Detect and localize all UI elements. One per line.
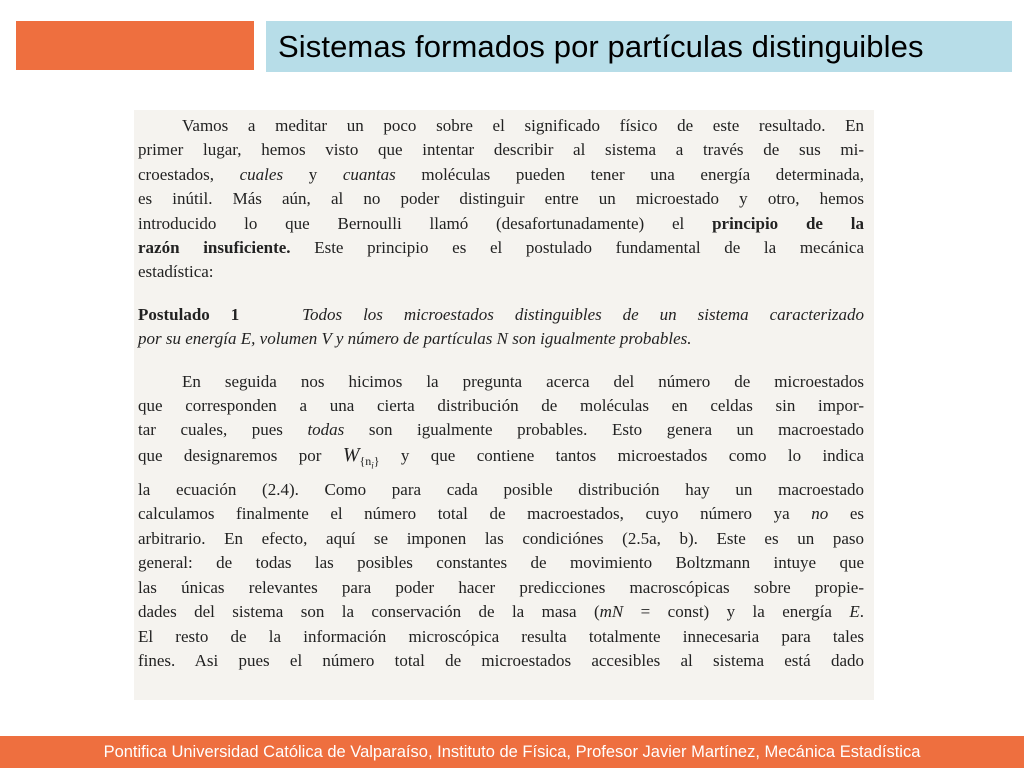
scanned-text-image <box>134 110 874 700</box>
text-span: y que contiene tantos microestados como lo indica <box>379 445 864 465</box>
text-span: croestados, <box>138 164 240 184</box>
text-line <box>138 163 864 187</box>
accent-block <box>16 21 254 70</box>
italic-span: todas <box>307 420 345 440</box>
paragraph-1 <box>138 114 864 285</box>
footer-bar <box>0 736 1024 768</box>
text-line: es inútil. Más aún, al no poder distinguir entre un microestado y otro, hemos <box>138 189 864 209</box>
text-line: estadística: <box>138 262 214 282</box>
postulate-text: por su energía E, volumen V y número de partículas N son igualmente probables. <box>138 329 692 349</box>
math-symbol: W <box>342 443 360 466</box>
text-line <box>138 502 864 526</box>
postulate-label: Postulado 1 <box>138 304 240 324</box>
text-line <box>138 303 864 327</box>
text-line <box>138 443 864 478</box>
italic-span: cuales <box>239 164 284 184</box>
italic-span: cuantas <box>342 164 396 184</box>
text-span: dades del sistema son la conservación de la masa ( <box>138 602 600 622</box>
text-span: introducido lo que Bernoulli llamó (desafortunadamente) el <box>138 213 713 233</box>
slide-title: Sistemas formados por partículas distinguibles <box>278 28 924 64</box>
math-subscript: i <box>371 460 374 471</box>
text-line: general: de todas las posibles constantes de movimiento Boltzmann intuye que <box>138 553 864 573</box>
footer-text: Pontifica Universidad Católica de Valparaíso, Instituto de Física, Profesor Javier Martínez, Mecánica Estadística <box>103 742 921 761</box>
text-line: fines. Asi pues el número total de microestados accesibles al sistema está dado <box>138 650 864 670</box>
text-line: El resto de la información microscópica resulta totalmente innecesaria para tales <box>138 626 864 646</box>
text-span: calculamos finalmente el número total de macroestados, cuyo número ya <box>138 504 812 524</box>
italic-span: mN <box>599 602 624 622</box>
text-line: arbitrario. En efecto, aquí se imponen las condiciónes (2.5a, b). Este es un paso <box>138 528 864 548</box>
paragraph-2 <box>138 370 864 674</box>
text-line: las únicas relevantes para poder hacer predicciones macroscópicas sobre propie- <box>138 577 864 597</box>
text-line: primer lugar, hemos visto que intentar describir al sistema a través de sus mi- <box>138 140 864 160</box>
text-span: y <box>283 164 343 184</box>
postulate <box>138 303 864 352</box>
postulate-text: Todos los microestados distinguibles de un sistema caracterizado <box>302 304 865 324</box>
text-span: son igualmente probables. Esto genera un macroestado <box>344 420 864 440</box>
text-line: la ecuación (2.4). Como para cada posible distribución hay un macroestado <box>138 480 864 500</box>
text-line: Vamos a meditar un poco sobre el significado físico de este resultado. En <box>182 116 864 135</box>
text-span: . <box>859 602 864 622</box>
text-line: que corresponden a una cierta distribución de moléculas en celdas sin impor- <box>138 396 864 416</box>
text-span: = const) y la energía <box>623 602 850 622</box>
math-subscript: {n <box>359 454 372 469</box>
text-span: tar cuales, pues <box>138 420 308 440</box>
text-span: moléculas pueden tener una energía determinada, <box>395 164 865 184</box>
text-line <box>138 600 864 624</box>
text-line: En seguida nos hicimos la pregunta acerca del número de microestados <box>182 371 864 391</box>
bold-span: razón insuficiente. <box>138 238 291 258</box>
italic-span: E <box>849 602 860 622</box>
bold-span: principio de la <box>712 213 864 233</box>
text-line <box>138 212 864 236</box>
text-span: es <box>828 504 864 524</box>
italic-span: no <box>811 504 829 524</box>
text-line <box>138 418 864 442</box>
math-subscript: } <box>373 454 380 469</box>
text-span: Este principio es el postulado fundamental de la mecánica <box>290 238 865 258</box>
text-span: que designaremos por <box>138 445 343 465</box>
title-box <box>266 21 1012 72</box>
text-line <box>138 236 864 260</box>
